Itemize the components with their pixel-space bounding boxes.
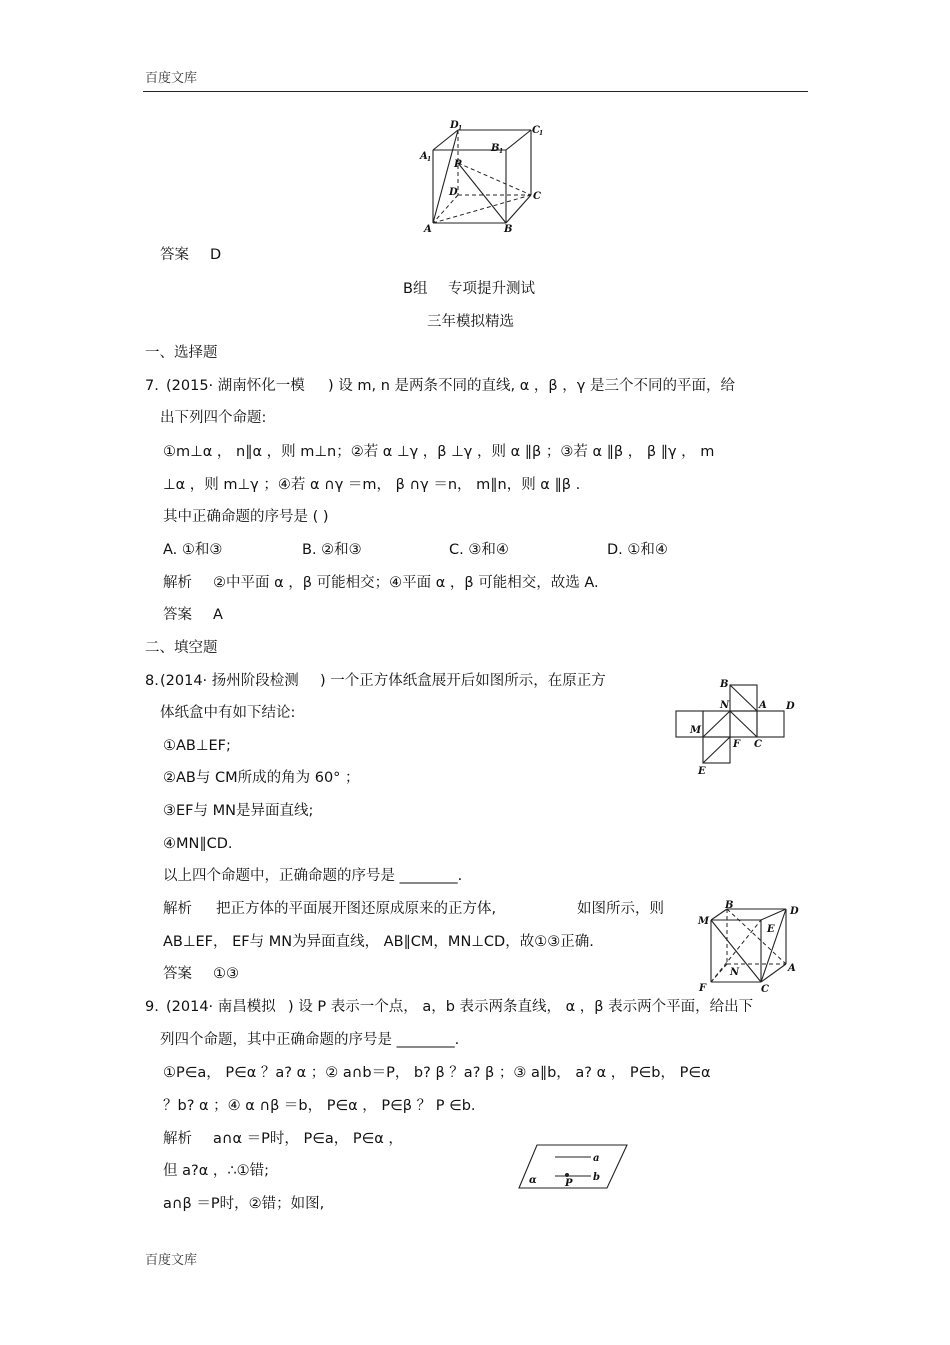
q9-analysis-label: 解析 bbox=[163, 1131, 192, 1147]
q8-statement-4: ④MN∥CD. bbox=[163, 836, 233, 852]
q8-line3: 以上四个命题中，正确命题的序号是 ________. bbox=[163, 868, 463, 884]
cube2-label-e: E bbox=[767, 924, 775, 935]
net-label-b: B bbox=[720, 679, 729, 690]
q9-analysis-line1: a∩α ＝P时， P∈a， P∈α ， bbox=[213, 1131, 403, 1147]
prev-answer-value: D bbox=[210, 247, 222, 263]
plane-label-b: b bbox=[593, 1172, 600, 1183]
header-rule bbox=[143, 91, 808, 92]
section-title: 专项提升测试 bbox=[448, 281, 535, 297]
q7-analysis: ②中平面 α ，β 可能相交；④平面 α ，β 可能相交，故选 A. bbox=[213, 575, 599, 591]
plane-figure bbox=[515, 1142, 633, 1192]
q8-analysis-line2: AB⊥EF， EF与 MN为异面直线， AB∥CM，MN⊥CD，故①③正确. bbox=[163, 934, 594, 950]
cube2-label-n: N bbox=[730, 967, 740, 978]
q9-line4: ？b? α ；④ α ∩β ＝b， P∈α ， P∈β ？ P ∈b. bbox=[163, 1098, 476, 1114]
q7-line4: ⊥α ，则 m⊥γ ；④若 α ∩γ ＝m， β ∩γ ＝n， m∥n，则 α ∥β . bbox=[163, 477, 581, 493]
cube2-label-b: B bbox=[725, 900, 734, 911]
net-label-d: D bbox=[786, 701, 795, 712]
q7-line3: ①m⊥α ， n∥α ，则 m⊥n；②若 α ⊥γ ，β ⊥γ ，则 α ∥β ；③若 α ∥β ， β ∥γ ， m bbox=[163, 444, 715, 460]
q8-source: (2014· 扬州阶段检测 bbox=[160, 673, 299, 689]
q8-statement-2: ②AB与 CM所成的角为 60° ； bbox=[163, 770, 360, 786]
net-label-c: C bbox=[754, 739, 762, 750]
q7-source: (2015· 湖南怀化一模 bbox=[166, 378, 305, 394]
cube2-label-f: F bbox=[699, 983, 707, 993]
cube2-label-m: M bbox=[698, 916, 710, 927]
net-label-m: M bbox=[690, 725, 702, 736]
prev-answer-label: 答案 bbox=[160, 247, 189, 263]
q8-line2: 体纸盒中有如下结论: bbox=[160, 705, 296, 721]
cube-figure-2 bbox=[697, 898, 805, 993]
plane-label-alpha: α bbox=[529, 1175, 537, 1186]
net-label-f: F bbox=[733, 739, 741, 750]
q8-analysis-line1b: 如图所示，则 bbox=[577, 901, 664, 917]
label-c1: C bbox=[532, 125, 540, 136]
q8-answer-label: 答案 bbox=[163, 966, 192, 982]
q9-line2: 列四个命题，其中正确命题的序号是 ________. bbox=[160, 1032, 460, 1048]
label-a1-sub: 1 bbox=[427, 156, 432, 163]
page-footer-title: 百度文库 bbox=[145, 1253, 198, 1268]
q8-analysis-line1: 把正方体的平面展开图还原成原来的正方体, bbox=[216, 901, 497, 917]
label-a: A bbox=[424, 224, 432, 235]
net-label-a: A bbox=[759, 700, 767, 711]
q8-analysis-label: 解析 bbox=[163, 901, 192, 917]
q7-line2: 出下列四个命题: bbox=[160, 410, 267, 426]
q8-statement-1: ①AB⊥EF; bbox=[163, 738, 231, 754]
label-c: C bbox=[533, 191, 541, 202]
cube2-label-d: D bbox=[790, 906, 799, 917]
plane-label-p: P bbox=[565, 1178, 573, 1189]
cube2-label-a: A bbox=[788, 963, 796, 974]
q7-option-d: D. ①和④ bbox=[607, 542, 668, 558]
q9-analysis-line3: a∩β ＝P时，②错；如图, bbox=[163, 1196, 325, 1212]
cube2-label-c: C bbox=[761, 984, 769, 993]
q7-option-a: A. ①和③ bbox=[163, 542, 223, 558]
part1-title: 一、选择题 bbox=[145, 345, 218, 361]
part2-title: 二、填空题 bbox=[145, 640, 218, 656]
q8-statement-3: ③EF与 MN是异面直线; bbox=[163, 803, 314, 819]
q9-number: 9. bbox=[145, 999, 159, 1015]
q9-analysis-line2: 但 a?α ，∴①错; bbox=[163, 1163, 269, 1179]
plane-label-a: a bbox=[593, 1153, 600, 1164]
cube-figure-1 bbox=[418, 115, 548, 235]
label-d: D bbox=[449, 187, 458, 198]
label-d1: D bbox=[450, 120, 459, 131]
q8-answer: ①③ bbox=[213, 966, 239, 982]
net-label-e: E bbox=[698, 766, 706, 777]
label-b: B bbox=[504, 224, 513, 235]
label-b1: B bbox=[491, 143, 500, 154]
q7-option-c: C. ③和④ bbox=[449, 542, 509, 558]
q8-line1: ) 一个正方体纸盒展开后如图所示，在原正方 bbox=[320, 673, 606, 689]
page-header-title: 百度文库 bbox=[145, 71, 198, 86]
label-d1-sub: 1 bbox=[458, 125, 463, 132]
q7-answer: A bbox=[213, 607, 223, 623]
label-c1-sub: 1 bbox=[539, 130, 544, 137]
label-p: P bbox=[454, 159, 462, 170]
q9-line1: ) 设 P 表示一个点， a，b 表示两条直线， α ，β 表示两个平面，给出下 bbox=[288, 999, 754, 1015]
q9-source: (2014· 南昌模拟 bbox=[166, 999, 276, 1015]
q7-line5: 其中正确命题的序号是 ( ) bbox=[163, 509, 329, 525]
q7-answer-label: 答案 bbox=[163, 607, 192, 623]
q7-number: 7. bbox=[145, 378, 159, 394]
label-a1: A bbox=[420, 151, 428, 162]
q7-option-b: B. ②和③ bbox=[302, 542, 362, 558]
q7-line1: ) 设 m, n 是两条不同的直线, α ，β ，γ 是三个不同的平面，给 bbox=[328, 378, 735, 394]
section-group: B组 bbox=[403, 281, 428, 297]
net-label-n: N bbox=[720, 700, 730, 711]
q7-analysis-label: 解析 bbox=[163, 575, 192, 591]
label-b1-sub: 1 bbox=[499, 148, 504, 155]
section-subtitle: 三年模拟精选 bbox=[427, 314, 514, 330]
q9-line3: ①P∈a， P∈α ？a? α ；② a∩b＝P， b? β ？a? β ；③ a∥b， a? α ， P∈b， P∈α bbox=[163, 1065, 711, 1081]
cube-net-figure bbox=[670, 675, 800, 780]
point-p-dot bbox=[565, 1173, 569, 1177]
q8-number: 8. bbox=[145, 673, 159, 689]
